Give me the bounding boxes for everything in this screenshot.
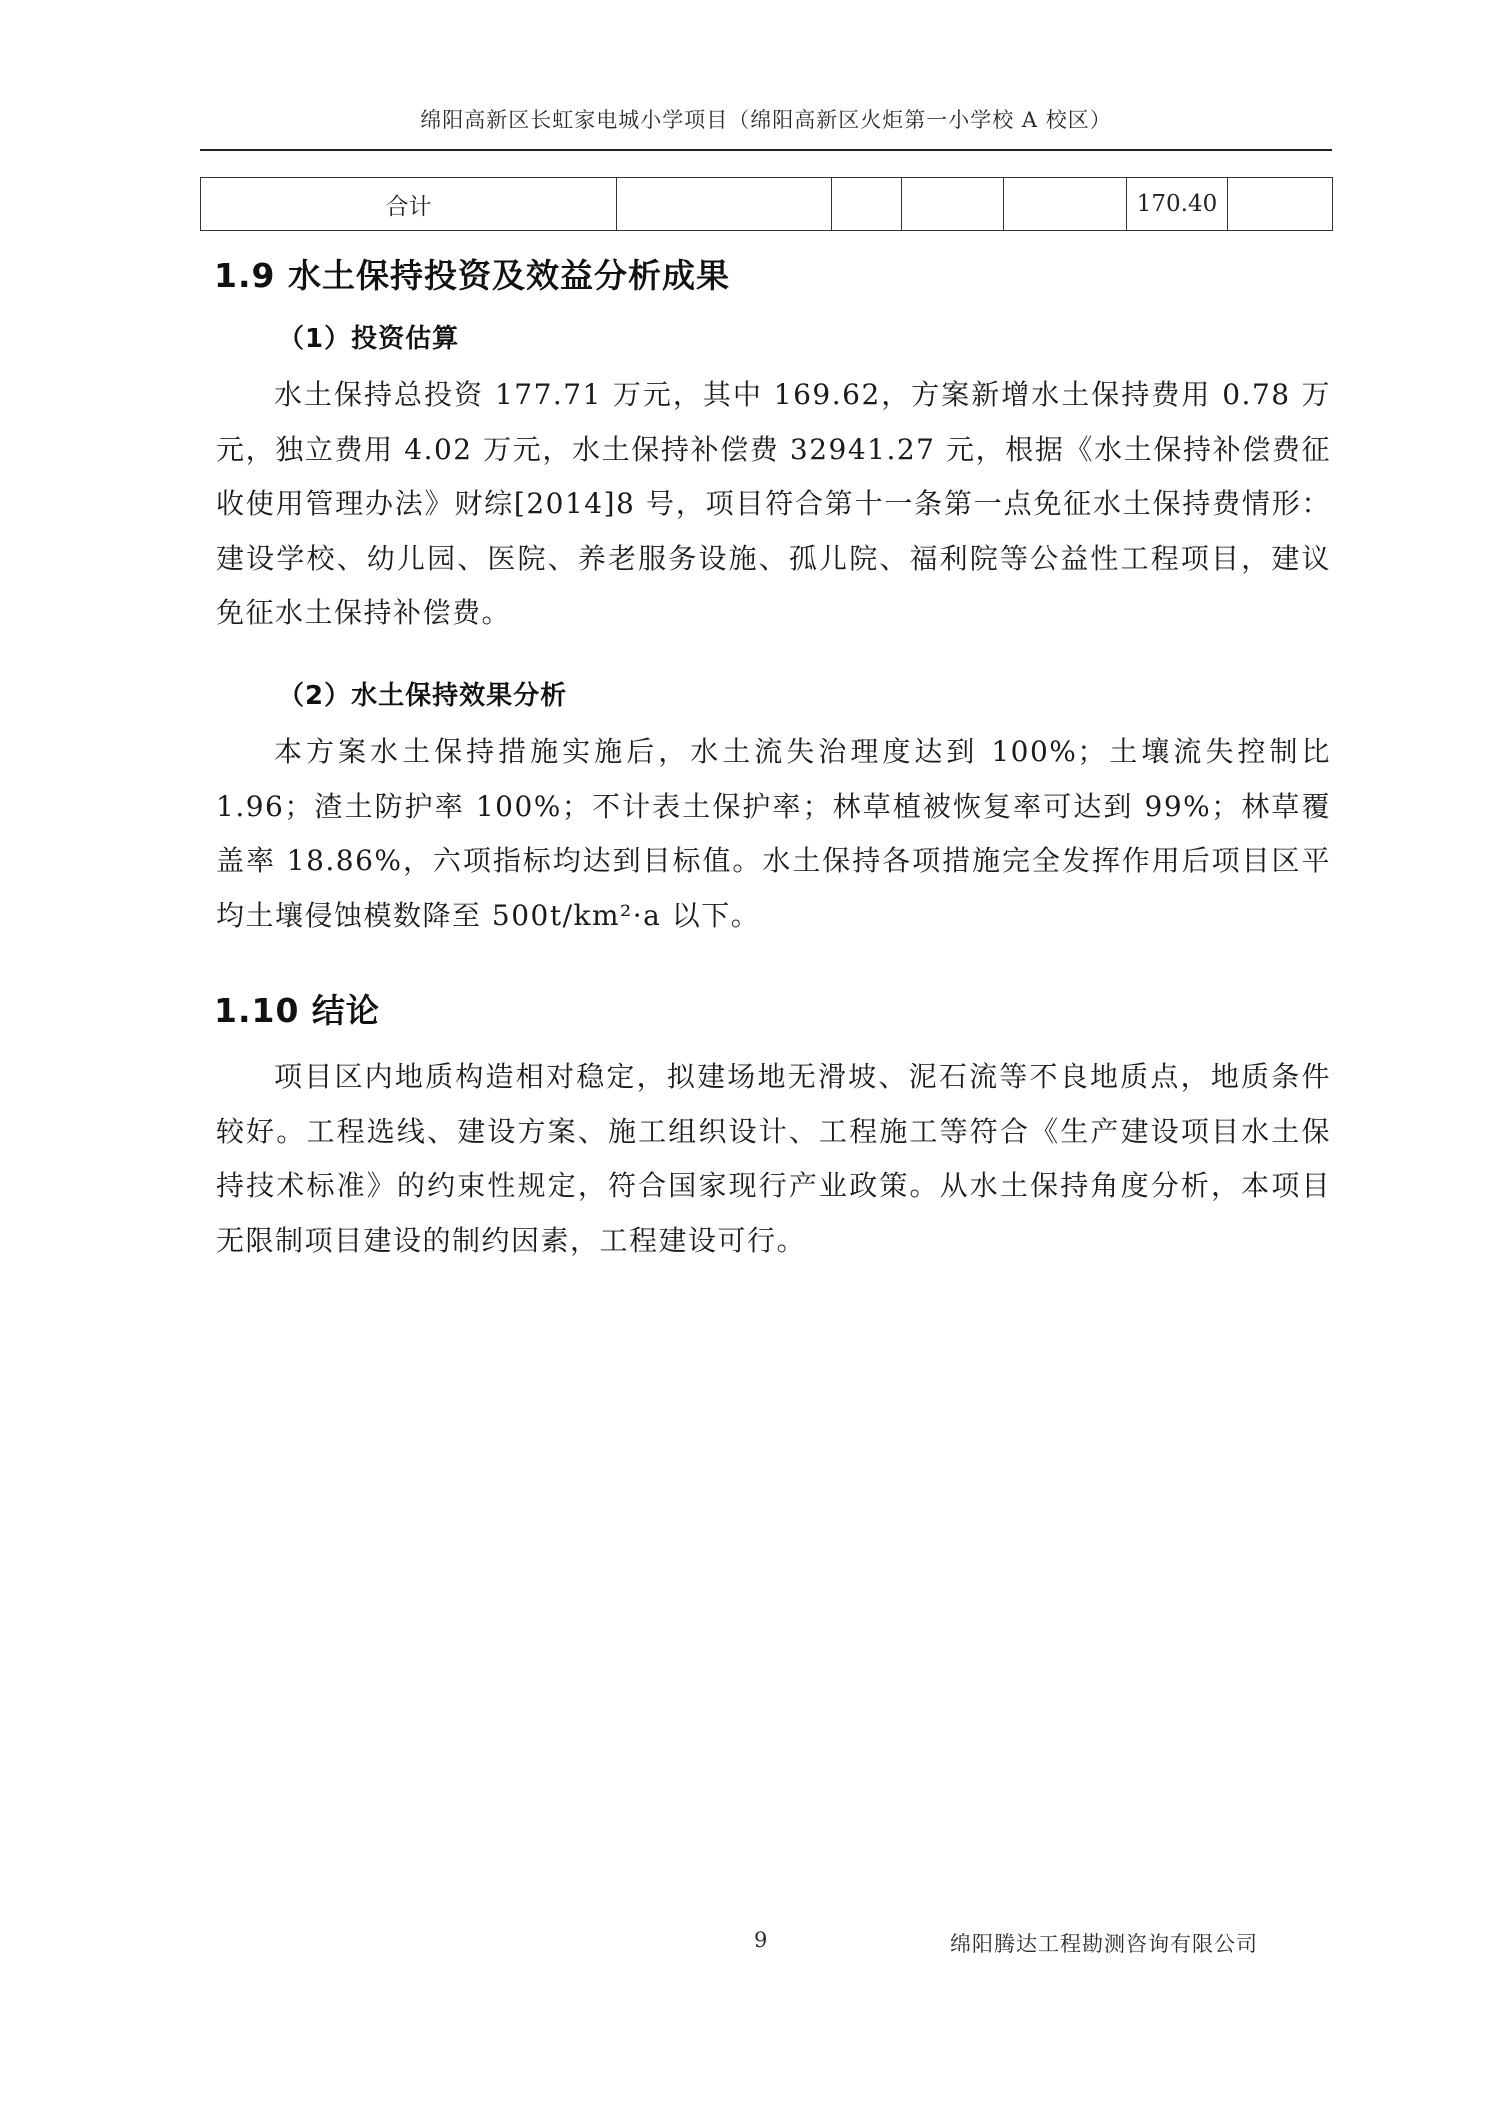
footer-company-name: 绵阳腾达工程勘测咨询有限公司: [950, 1932, 1258, 1956]
table-cell-empty: [902, 178, 1004, 231]
section-heading-1-9: 1.9 水土保持投资及效益分析成果: [214, 256, 730, 295]
paragraph-investment: 水土保持总投资 177.71 万元，其中 169.62，方案新增水土保持费用 0.78 万元，独立费用 4.02 万元，水土保持补偿费 32941.27 元，根据《水土保持补偿费征收使用管理办法》财综[2014]8 号，项目符合第十一条第一点免征水土保持费情形：建设学校、幼儿园、医院、养老服务设施、孤儿院、福利院等公益性工程项目，建议免征水土保持补偿费。: [216, 378, 1331, 629]
subsection-heading-investment: （1）投资估算: [278, 324, 460, 354]
table-row-total: [201, 178, 1333, 231]
page-number: 9: [754, 1928, 768, 1952]
table-cell-empty: [1228, 178, 1333, 231]
paragraph-conclusion: 项目区内地质构造相对稳定，拟建场地无滑坡、泥石流等不良地质点，地质条件较好。工程选线、建设方案、施工组织设计、工程施工等符合《生产建设项目水土保持技术标准》的约束性规定，符合国家现行产业政策。从水土保持角度分析，本项目无限制项目建设的制约因素，工程建设可行。: [216, 1060, 1331, 1257]
table-cell-empty: [617, 178, 832, 231]
total-value-cell: 170.40: [1127, 178, 1228, 231]
page-header-title: 绵阳高新区长虹家电城小学项目（绵阳高新区火炬第一小学校 A 校区）: [420, 108, 1112, 132]
section-heading-1-10: 1.10 结论: [214, 991, 380, 1030]
total-label-cell: 合计: [201, 178, 617, 231]
paragraph-effect: 本方案水土保持措施实施后，水土流失治理度达到 100%；土壤流失控制比 1.96；渣土防护率 100%；不计表土保护率；林草植被恢复率可达到 99%；林草覆盖率 18.86%，六项指标均达到目标值。水土保持各项措施完全发挥作用后项目区平均土壤侵蚀模数降至 500t/km²·a 以下。: [216, 735, 1331, 932]
subsection-heading-effect: （2）水土保持效果分析: [278, 681, 568, 711]
investment-summary-table: [200, 177, 1333, 231]
header-divider: [200, 149, 1332, 151]
table-cell-empty: [832, 178, 902, 231]
table-cell-empty: [1004, 178, 1127, 231]
